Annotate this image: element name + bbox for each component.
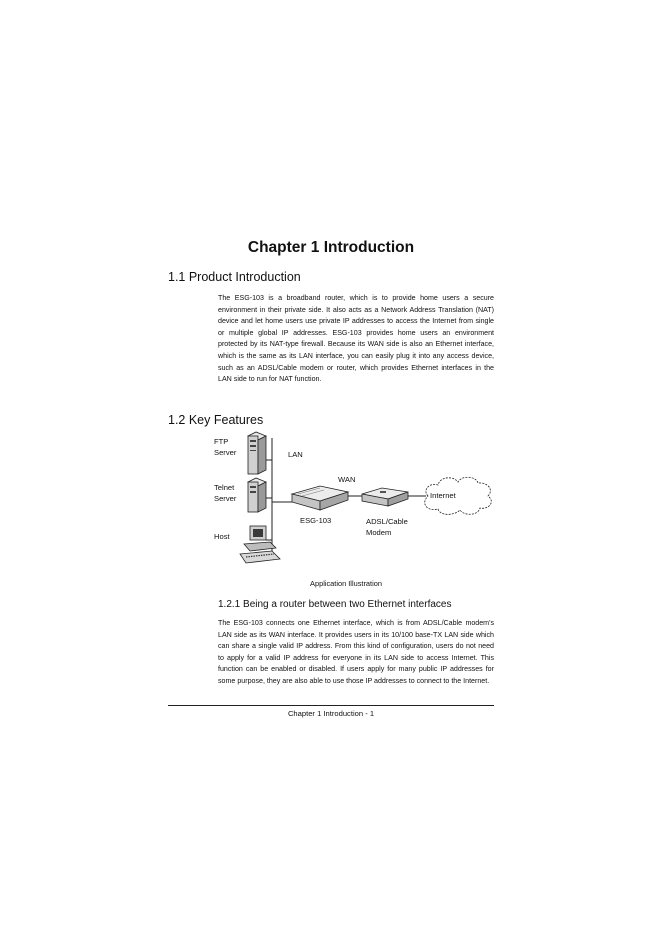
product-introduction-paragraph: The ESG-103 is a broadband router, which is to provide home users a secure environment in their private side. It also acts as a Network Address Translation (NAT) device and let home users use private IP addresses to access the Internet from single or multiple global IP addresses. ESG-103 provides home users an environment protected by its NAT-type firewall. Because its WAN side is also an Ethernet interface, which is the same as its LAN interface, you can easily plug it into any access device, such as an ADSL/Cable modem or router, which provides Ethernet interfaces in the LAN side to run for NAT function.: [218, 294, 494, 384]
page-footer: Chapter 1 Introduction - 1: [287, 709, 375, 718]
modem-label: ADSL/Cable Modem: [366, 517, 408, 537]
esg-103-router-icon: [292, 486, 348, 510]
ftp-server-label: FTP Server: [214, 437, 237, 457]
host-label: Host: [214, 532, 230, 541]
internet-label: Internet: [430, 491, 456, 500]
figure-caption: Application Illustration: [310, 579, 382, 588]
modem-icon: [362, 488, 408, 506]
host-computer-icon: [240, 526, 280, 563]
subsection-heading-router: 1.2.1 Being a router between two Ethernet interfaces: [218, 599, 452, 610]
section-heading-key-features: 1.2 Key Features: [168, 413, 264, 427]
lan-label: LAN: [288, 450, 303, 459]
router-label: ESG-103: [300, 516, 332, 525]
telnet-server-icon: [248, 478, 266, 512]
wan-label: WAN: [338, 475, 356, 484]
chapter-title: Chapter 1 Introduction: [247, 239, 415, 256]
router-subsection-paragraph: The ESG-103 connects one Ethernet interface, which is from ADSL/Cable modem's LAN side as its WAN interface. It provides users in its 10/100 base-TX LAN side which can share a single valid IP address. From this kind of configuration, users do not need to apply for a valid IP address for everyone in its LAN side to access Internet. This function can be enabled or disabled. If users apply for many public IP addresses for some purpose, they are also able to use those IP addresses to connect to the Internet.: [218, 619, 494, 685]
telnet-server-label: Telnet Server: [214, 483, 237, 503]
section-heading-product-introduction: 1.1 Product Introduction: [168, 270, 301, 284]
ftp-server-icon: [248, 432, 266, 474]
application-illustration: [200, 430, 500, 575]
footer-rule: [168, 705, 494, 706]
